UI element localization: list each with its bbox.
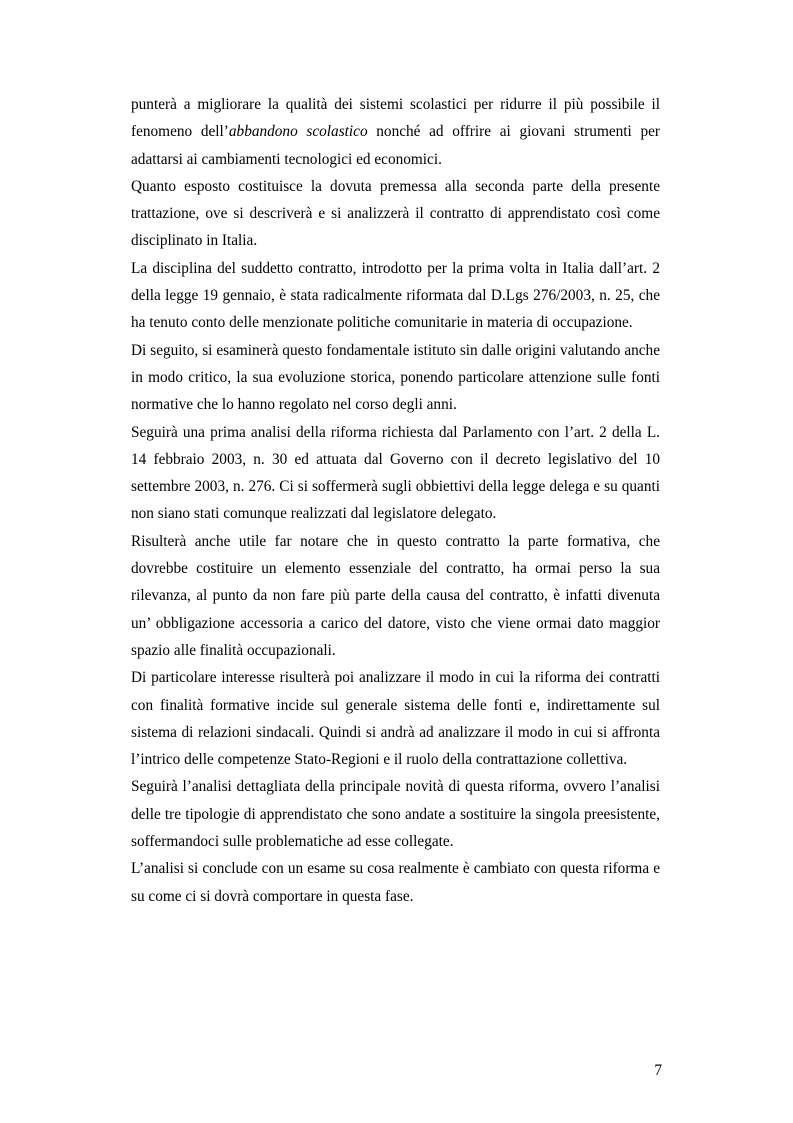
- paragraph-1-italic-term: abbandono scolastico: [228, 123, 368, 141]
- paragraph-8: Seguirà l’analisi dettagliata della principale novità di questa riforma, ovvero l’analisi delle tre tipologie di apprendistato che sono andate a sostituire la singola preesistente, soffermandoci sulle problematiche ad esse collegate.: [131, 778, 660, 851]
- paragraph-1-text-start: punterà a migliorare la qualità dei sistemi scolastici per ridurre il più possibile il fenomeno dell’: [131, 96, 660, 141]
- paragraph-3: La disciplina del suddetto contratto, introdotto per la prima volta in Italia dall’art. 2 della legge 19 gennaio, è stata radicalmente riformata dal D.Lgs 276/2003, n. 25, che ha tenuto conto delle menzionate politiche comunitarie in materia di occupazione.: [131, 259, 660, 332]
- paragraph-6: Risulterà anche utile far notare che in questo contratto la parte formativa, che dovrebbe costituire un elemento essenziale del contratto, ha ormai perso la sua rilevanza, al punto da non fare più parte della causa del contratto, è infatti divenuta un’ obbligazione accessoria a carico del datore, visto che viene ormai dato maggior spazio alle finalità occupazionali.: [131, 532, 660, 659]
- paragraph-2: Quanto esposto costituisce la dovuta premessa alla seconda parte della presente trattazione, ove si descriverà e si analizzerà il contratto di apprendistato così come disciplinato in Italia.: [131, 177, 660, 250]
- paragraph-5: Seguirà una prima analisi della riforma richiesta dal Parlamento con l’art. 2 della L. 14 febbraio 2003, n. 30 ed attuata dal Governo con il decreto legislativo del 10 settembre 2003, n. 276. Ci si soffermerà sugli obbiettivi della legge delega e su quanti non siano stati comunque realizzati dal legislatore delegato.: [131, 423, 660, 523]
- page-number: 7: [654, 1062, 662, 1079]
- paragraph-1-text-end: nonché ad offrire ai giovani strumenti per adattarsi ai cambiamenti tecnologici ed economici.: [131, 123, 661, 168]
- document-body: [131, 91, 660, 910]
- paragraph-7: Di particolare interesse risulterà poi analizzare il modo in cui la riforma dei contratti con finalità formative incide sul generale sistema delle fonti e, indirettamente sul sistema di relazioni sindacali. Quindi si andrà ad analizzare il modo in cui si affronta l’intrico delle competenze Stato-Regioni e il ruolo della contrattazione collettiva.: [131, 669, 660, 769]
- paragraph-1: [131, 91, 660, 173]
- paragraph-4: Di seguito, si esaminerà questo fondamentale istituto sin dalle origini valutando anche in modo critico, la sua evoluzione storica, ponendo particolare attenzione sulle fonti normative che lo hanno regolato nel corso degli anni.: [131, 341, 660, 414]
- paragraph-9: L’analisi si conclude con un esame su cosa realmente è cambiato con questa riforma e su come ci si dovrà comportare in questa fase.: [131, 860, 660, 905]
